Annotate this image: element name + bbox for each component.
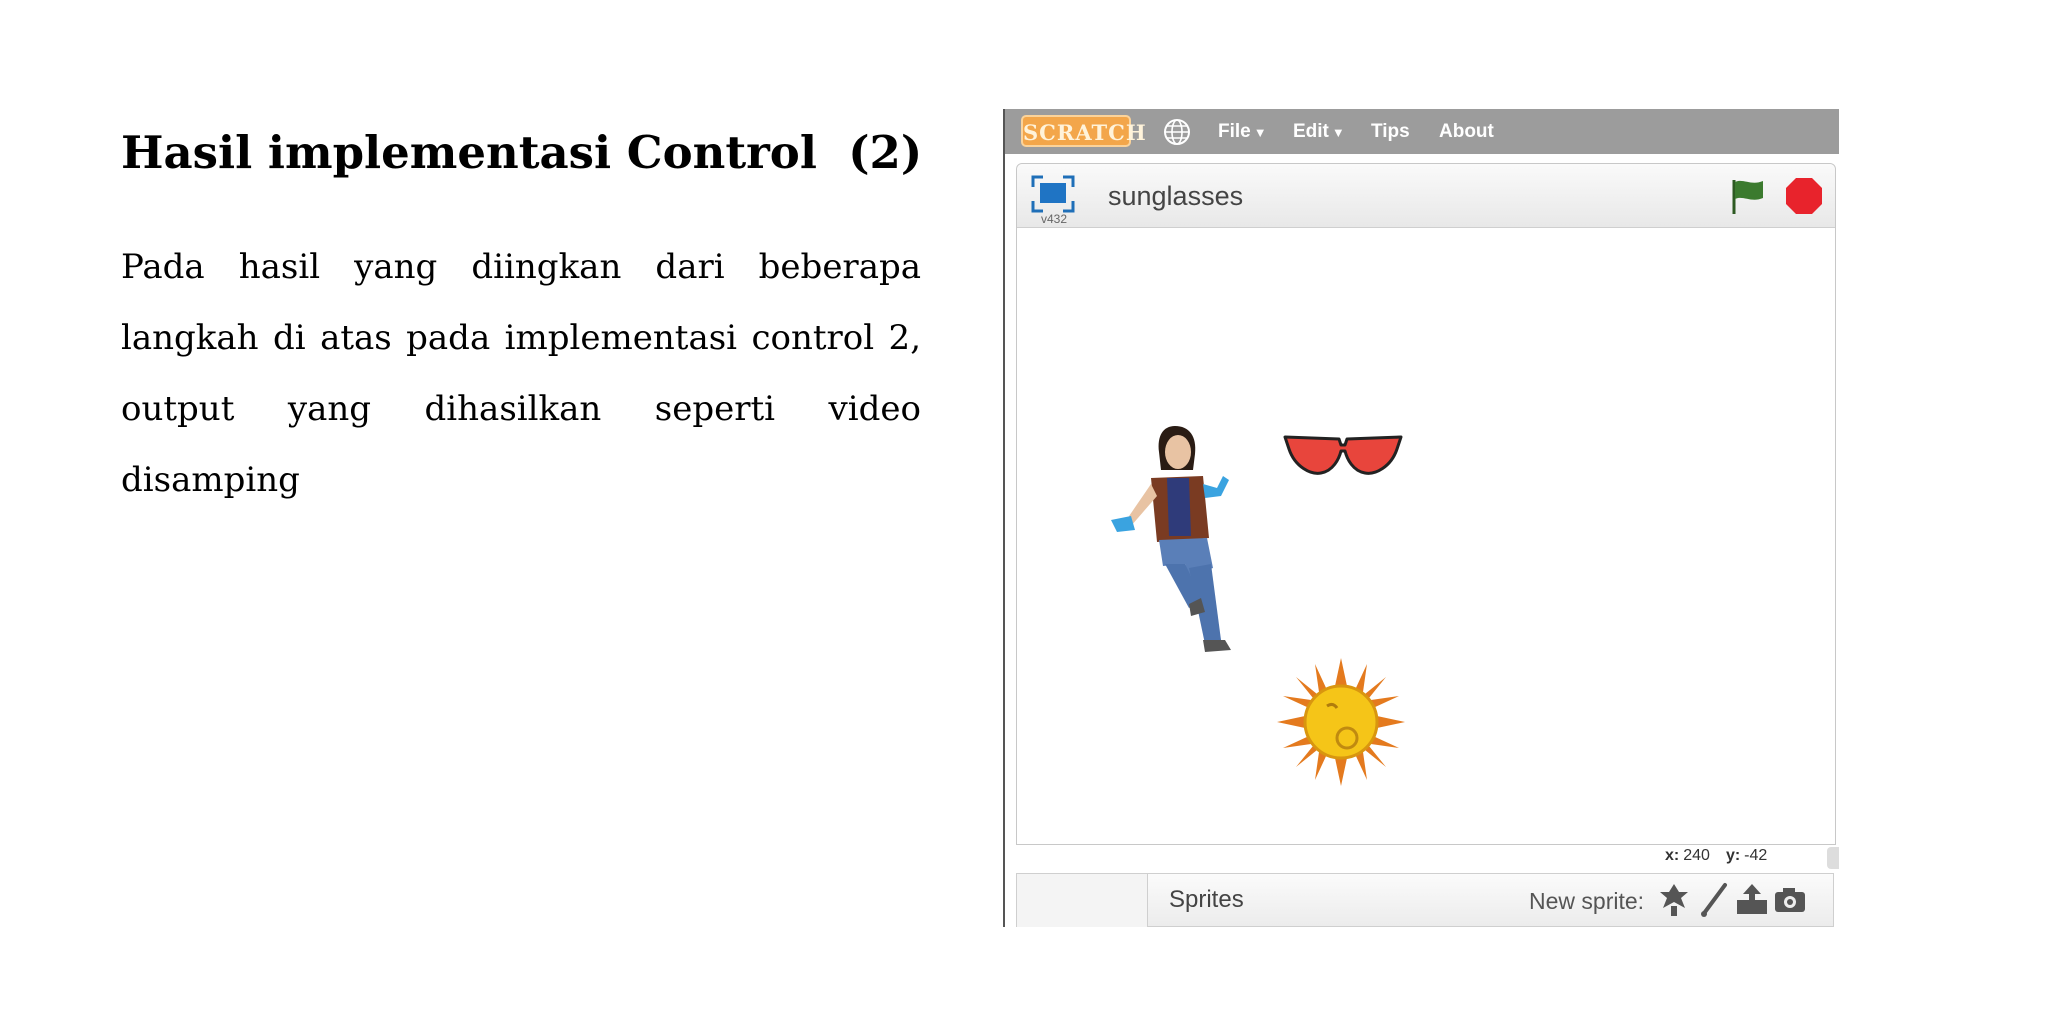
person-sprite[interactable]: [1085, 418, 1265, 678]
fullscreen-icon[interactable]: [1031, 175, 1075, 213]
sun-sprite[interactable]: [1275, 656, 1407, 788]
chevron-down-icon: ▼: [1253, 125, 1267, 140]
stage-canvas[interactable]: [1017, 228, 1835, 844]
slide-body: Pada hasil yang diingkan dari beberapa langkah di atas pada implementasi control 2, output yang dihasilkan seperti video disamping: [121, 247, 921, 500]
menu-bar: [1005, 109, 1839, 154]
stage-header: [1017, 164, 1835, 228]
mouse-coordinates: [1665, 847, 1783, 865]
stop-icon[interactable]: [1785, 177, 1823, 215]
menu-about[interactable]: About: [1439, 121, 1494, 142]
version-label: v432: [1041, 212, 1068, 226]
slide-title: Hasil implementasi Control (2): [121, 126, 923, 179]
camera-icon[interactable]: [1773, 882, 1807, 918]
green-flag-icon[interactable]: [1729, 176, 1767, 216]
brush-icon[interactable]: [1697, 882, 1731, 918]
sunglasses-sprite[interactable]: [1283, 431, 1403, 479]
scratch-window: [1003, 109, 1839, 927]
menu-file[interactable]: [1218, 109, 1267, 154]
stage-panel: [1016, 163, 1836, 845]
chevron-down-icon: ▼: [1331, 125, 1345, 140]
project-title[interactable]: sunglasses: [1108, 181, 1244, 211]
x-label: x:: [1665, 847, 1680, 864]
scratch-logo[interactable]: SCRATCH: [1021, 115, 1131, 147]
menu-edit-label: Edit: [1293, 121, 1329, 142]
menu-tips[interactable]: Tips: [1371, 121, 1410, 142]
paint-sprite-icon[interactable]: [1657, 882, 1691, 918]
sprites-bar: [1016, 873, 1834, 927]
globe-icon[interactable]: [1163, 118, 1191, 146]
scroll-handle[interactable]: [1827, 847, 1839, 869]
stage-thumbnail-tab[interactable]: [1017, 874, 1148, 927]
menu-edit[interactable]: [1293, 109, 1345, 154]
y-value: -42: [1744, 847, 1768, 864]
upload-icon[interactable]: [1735, 882, 1769, 918]
new-sprite-label: New sprite:: [1529, 888, 1645, 914]
menu-file-label: File: [1218, 121, 1251, 142]
x-value: 240: [1683, 847, 1710, 864]
sprites-label: Sprites: [1169, 886, 1244, 913]
y-label: y:: [1725, 847, 1741, 864]
